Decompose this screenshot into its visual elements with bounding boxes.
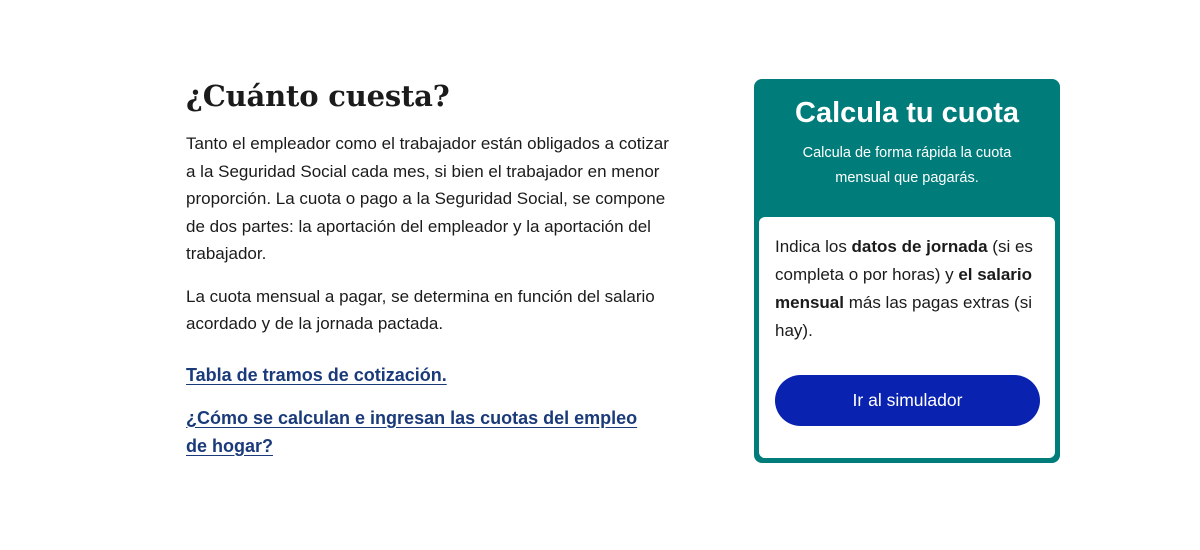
section-title: ¿Cuánto cuesta? — [186, 79, 450, 113]
instruction-text-1: Indica los — [775, 237, 852, 256]
calculator-body — [759, 217, 1055, 458]
instruction-text-2: (si es completa o por horas) y — [775, 237, 1033, 284]
cost-section — [186, 76, 681, 460]
instruction-text-3: más las pagas extras (si hay). — [775, 293, 1032, 340]
calculator-subtitle: Calcula de forma rápida la cuota mensual que pagarás. — [802, 145, 1012, 186]
instruction-bold-workday: datos de jornada — [851, 237, 988, 256]
paragraph-obligation: Tanto el empleador como el trabajador están obligados a cotizar a la Seguridad Social cada mes, si bien el trabajador en menor proporción. La cuota o pago a la Seguridad Social, se compone de dos partes: la aportación del empleador y la aportación del trabajador. — [186, 134, 669, 263]
paragraph-monthly-fee: La cuota mensual a pagar, se determina en función del salario acordado y de la jornada pactada. — [186, 286, 655, 333]
link-how-calculated[interactable]: ¿Cómo se calculan e ingresan las cuotas del empleo de hogar? — [186, 407, 638, 456]
calculator-card — [754, 79, 1060, 463]
go-to-simulator-button[interactable]: Ir al simulador — [775, 375, 1040, 426]
calculator-instructions — [775, 233, 1039, 345]
link-contribution-table[interactable]: Tabla de tramos de cotización. — [186, 364, 447, 385]
calculator-title: Calcula tu cuota — [795, 97, 1019, 129]
instruction-bold-salary: el salario mensual — [775, 265, 1033, 312]
